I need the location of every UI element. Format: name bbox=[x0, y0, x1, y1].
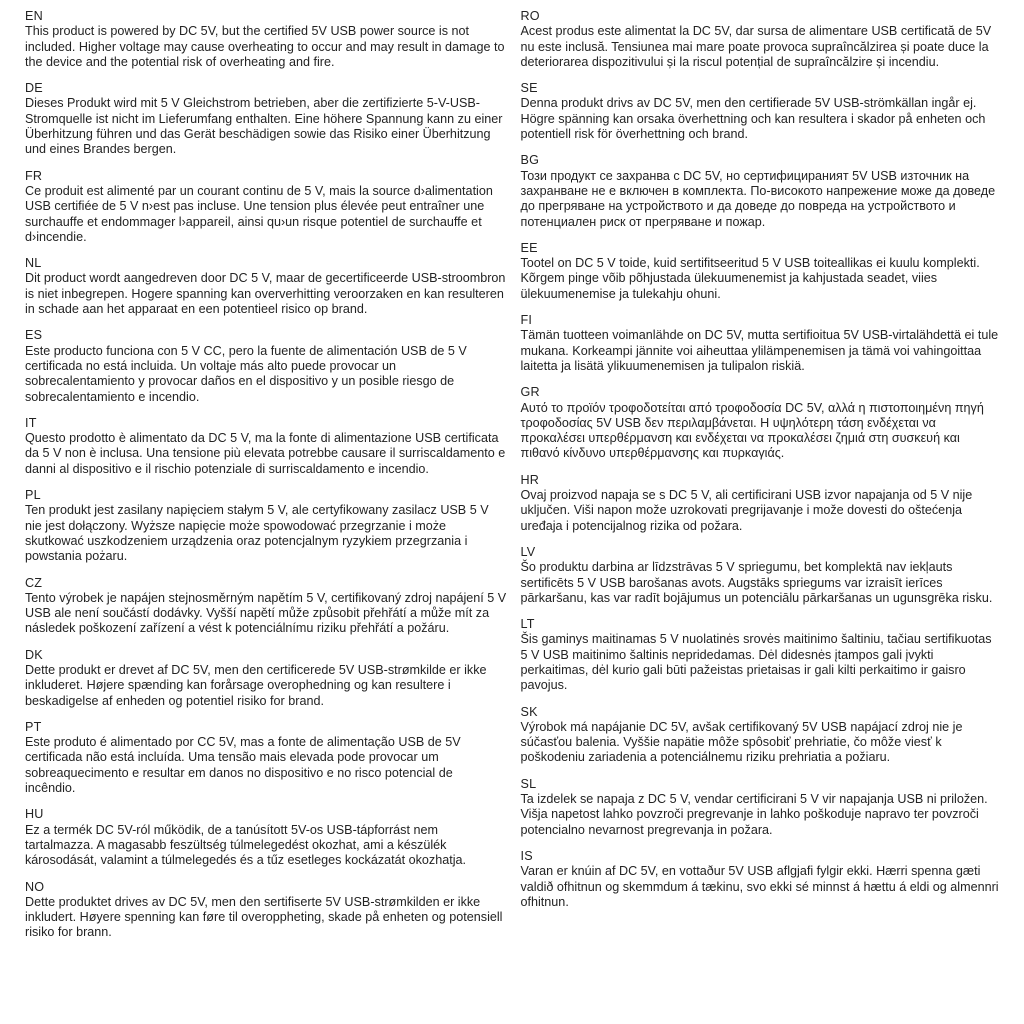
language-text: Este producto funciona con 5 V CC, pero la fuente de alimentación USB de 5 V certificada no está incluida. Un voltaje más alto puede provocar un sobrecalentamiento y provocar daños en el dispositivo y un posible riesgo de sobrecalentamiento e incendio. bbox=[25, 343, 467, 404]
language-text: Šis gaminys maitinamas 5 V nuolatinės srovės maitinimo šaltiniu, tačiau sertifikuotas 5 V USB maitinimo šaltinis nepridedamas. Dėl didesnės įtampos gali įvykti perkaitimas, dėl kurio gali būti pažeistas prietaisas ir gali kilti perkaitimo ir gaisro pavojus. bbox=[520, 632, 992, 693]
language-section-es bbox=[25, 328, 507, 404]
language-section-sk bbox=[521, 705, 1003, 766]
language-code: LV bbox=[520, 544, 536, 559]
language-code: NO bbox=[25, 879, 45, 894]
language-code: DE bbox=[25, 81, 43, 96]
language-text: Dieses Produkt wird mit 5 V Gleichstrom betrieben, aber die zertifizierte 5-V-USB-Stromquelle ist nicht im Lieferumfang enthalten. Eine höhere Spannung kann zu einer Überhitzung führen und das Gerät beschädigen sowie das Risiko einer Überhitzung und eines Brandes bergen. bbox=[25, 96, 503, 157]
language-code: NL bbox=[25, 256, 42, 271]
language-code: HU bbox=[25, 807, 44, 822]
language-section-hr bbox=[521, 473, 1003, 534]
language-text: Αυτό το προϊόν τροφοδοτείται από τροφοδοσία DC 5V, αλλά η πιστοποιημένη πηγή τροφοδοσίας 5V USB δεν περιλαμβάνεται. Η υψηλότερη τάση ενδέχεται να προκαλέσει υπερθέρμανση και ενδέχεται να προκαλέσει ζημιά στη συσκευή και πιθανό κίνδυνο υπερθέρμανσης και πυρκαγιάς. bbox=[520, 400, 984, 461]
language-text: Tämän tuotteen voimanlähde on DC 5V, mutta sertifioitua 5V USB-virtalähdettä ei tule mukana. Korkeampi jännite voi aiheuttaa ylilämpenemisen ja tämä voi vahingoittaa laitetta ja lisätä ylikuumenemisen ja tulipalon riskiä. bbox=[520, 328, 999, 373]
language-text: Dette produktet drives av DC 5V, men den sertifiserte 5V USB-strømkilden er ikke inkludert. Høyere spenning kan føre til overoppheting, skade på enheten og potensiell risiko for brann. bbox=[25, 894, 503, 940]
language-text: Ovaj proizvod napaja se s DC 5 V, ali certificirani USB izvor napajanja od 5 V nije uključen. Viši napon može uzrokovati pregrijavanje i može dovesti do oštećenja uređaja i potencijalnog rizika od požara. bbox=[520, 488, 973, 533]
language-text: Dit product wordt aangedreven door DC 5 V, maar de gecertificeerde USB-stroombron is niet inbegrepen. Hogere spanning kan oververhitting veroorzaken en kan resulteren in schade aan het apparaat en een potentieel risico op brand. bbox=[25, 271, 506, 317]
language-code: DK bbox=[25, 647, 43, 662]
language-code: EN bbox=[25, 9, 43, 23]
language-code: ES bbox=[25, 328, 43, 343]
language-code: SK bbox=[520, 704, 538, 719]
language-code: IS bbox=[520, 848, 533, 863]
language-section-en bbox=[25, 9, 507, 70]
language-section-fi bbox=[521, 313, 1003, 374]
language-text: Ce produit est alimenté par un courant continu de 5 V, mais la source d›alimentation USB certifiée de 5 V n›est pas incluse. Une tension plus élevée peut entraîner une surchauffe et endommager l›appareil, ainsi qu›un risque potentiel de surchauffe et d›incendie. bbox=[25, 183, 493, 244]
language-text: Denna produkt drivs av DC 5V, men den certifierade 5V USB-strömkällan ingår ej. Högre spänning kan orsaka överhettning och kan resultera i skador på enheten och potentiell risk för överhettning och brand. bbox=[520, 96, 986, 142]
language-text: Този продукт се захранва с DC 5V, но сертифицираният 5V USB източник на захранване не е включен в комплекта. По-високото напрежение може да доведе до прегряване на устройството и да доведе до повреда на устройството и потенциален риск от прегряване и пожар. bbox=[520, 168, 996, 229]
language-section-ee bbox=[521, 241, 1003, 302]
language-section-gr bbox=[521, 385, 1003, 461]
language-code: SL bbox=[520, 776, 537, 791]
language-section-pl bbox=[25, 488, 507, 564]
language-section-lt bbox=[521, 617, 1003, 693]
language-code: PL bbox=[25, 488, 41, 503]
language-section-se bbox=[521, 81, 1003, 142]
language-text: Tootel on DC 5 V toide, kuid sertifitseeritud 5 V USB toiteallikas ei kuulu komplekti. Kõrgem pinge võib põhjustada ülekuumenemist ja kahjustada seadet, viies ülekuumenemise ja tulekahju ohuni. bbox=[520, 256, 980, 301]
language-section-no bbox=[25, 880, 507, 941]
language-text: Dette produkt er drevet af DC 5V, men den certificerede 5V USB-strømkilde er ikke inkluderet. Højere spænding kan forårsage overophedning og kan resultere i beskadigelse af enheden og potentiel risiko for brand. bbox=[25, 662, 487, 708]
language-section-bg bbox=[521, 153, 1003, 229]
language-section-de bbox=[25, 81, 507, 157]
language-code: IT bbox=[25, 415, 37, 430]
language-code: LT bbox=[520, 617, 535, 632]
language-text: Ez a termék DC 5V-ról működik, de a tanúsított 5V-os USB-tápforrást nem tartalmazza. A magasabb feszültség túlmelegedést okozhat, ami a készülék károsodását, valamint a túlmelegedés és a tűz esetleges kockázatát okozhatja. bbox=[25, 822, 467, 868]
language-code: BG bbox=[520, 153, 540, 168]
language-code: SE bbox=[520, 81, 538, 96]
language-section-lv bbox=[521, 545, 1003, 606]
language-section-dk bbox=[25, 648, 507, 709]
language-code: RO bbox=[520, 9, 540, 23]
language-section-cz bbox=[25, 576, 507, 637]
language-section-sl bbox=[521, 777, 1003, 838]
language-code: CZ bbox=[25, 575, 43, 590]
language-text: Výrobok má napájanie DC 5V, avšak certifikovaný 5V USB napájací zdroj nie je súčasťou balenia. Vyššie napätie môže spôsobiť prehriatie, čo môže viesť k poškodeniu zariadenia a potenciálnemu riziku prehriatia a požiaru. bbox=[520, 719, 963, 765]
language-code: PT bbox=[25, 719, 42, 734]
left-column bbox=[25, 9, 507, 1014]
language-text: Tento výrobek je napájen stejnosměrným napětím 5 V, certifikovaný zdroj napájení 5 V USB ale není součástí dodávky. Vyšší napětí může způsobit přehřátí a může mít za následek poškození zařízení a vést k potenciálnímu riziku přehřátí a požáru. bbox=[25, 590, 507, 636]
language-text: Ta izdelek se napaja z DC 5 V, vendar certificirani 5 V vir napajanja USB ni priložen. Višja napetost lahko povzroči pregrevanje in lahko poškoduje napravo ter povzroči potencialno nevarnost pregrevanja in požara. bbox=[520, 792, 988, 837]
language-code: EE bbox=[520, 240, 538, 255]
language-code: FI bbox=[520, 313, 533, 328]
language-section-hu bbox=[25, 807, 507, 868]
language-section-pt bbox=[25, 720, 507, 796]
language-text: Varan er knúin af DC 5V, en vottaður 5V USB aflgjafi fylgir ekki. Hærri spenna gæti valdið ofhitnun og skemmdum á tækinu, svo ekki sé minnst á hættu á eldi og almennri ofhitnun. bbox=[520, 864, 999, 909]
language-code: GR bbox=[520, 385, 540, 400]
language-code: HR bbox=[520, 472, 540, 487]
language-text: Questo prodotto è alimentato da DC 5 V, ma la fonte di alimentazione USB certificata da 5 V non è inclusa. Una tensione più elevata potrebbe causare il surriscaldamento e danni al dispositivo e il rischio potenziale di surriscaldamento e incendio. bbox=[25, 431, 506, 476]
language-text: This product is powered by DC 5V, but the certified 5V USB power source is not included. Higher voltage may cause overheating to occur and may result in damage to the device and the potential risk of overheating and fire. bbox=[25, 24, 505, 69]
language-text: Este produto é alimentado por CC 5V, mas a fonte de alimentação USB de 5V certificada não está incluída. Uma tensão mais elevada pode provocar um sobreaquecimento e resultar em danos no dispositivo e no risco potencial de incêndio. bbox=[25, 735, 461, 796]
language-section-ro bbox=[521, 9, 1003, 70]
language-section-is bbox=[521, 849, 1003, 910]
language-text: Acest produs este alimentat la DC 5V, dar sursa de alimentare USB certificată de 5V nu este inclusă. Tensiunea mai mare poate provoca supraîncălzirea și poate duce la deteriorarea dispozitivului și la riscul potențial de supraîncălzire și incendiu. bbox=[520, 24, 992, 69]
right-column bbox=[521, 9, 1003, 1014]
language-section-it bbox=[25, 416, 507, 477]
language-code: FR bbox=[25, 168, 43, 183]
language-text: Šo produktu darbina ar līdzstrāvas 5 V spriegumu, bet komplektā nav iekļauts sertificēts 5 V USB barošanas avots. Augstāks spriegums var izraisīt ierīces pārkaršanu, kas var radīt bojājumus un potenciālu pārkaršanas un ugunsgrēka risku. bbox=[520, 560, 993, 605]
language-section-nl bbox=[25, 256, 507, 317]
language-text: Ten produkt jest zasilany napięciem stałym 5 V, ale certyfikowany zasilacz USB 5 V nie jest dołączony. Wyższe napięcie może spowodować przegrzanie i może skutkować uszkodzeniem urządzenia oraz potencjalnym ryzykiem przegrzania i powstania pożaru. bbox=[25, 503, 489, 564]
language-section-fr bbox=[25, 169, 507, 245]
